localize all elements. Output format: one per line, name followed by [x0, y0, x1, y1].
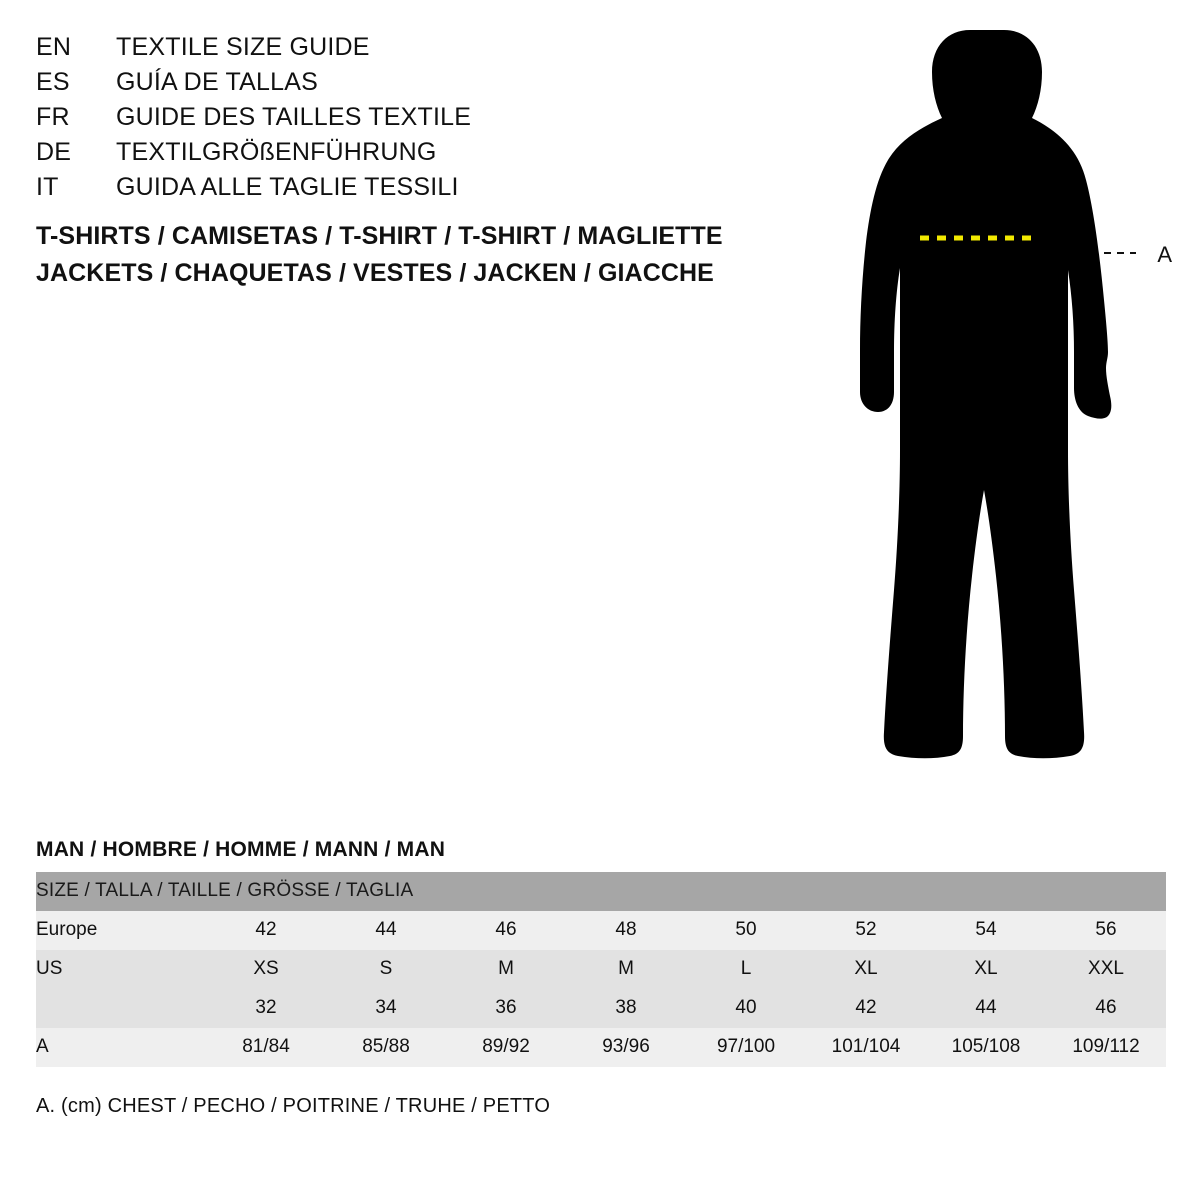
- cell: 81/84: [206, 1028, 326, 1067]
- language-row: [36, 30, 736, 65]
- category-block: [36, 218, 796, 292]
- category-tshirts: T-SHIRTS / CAMISETAS / T-SHIRT / T-SHIRT / MAGLIETTE: [36, 222, 723, 250]
- category-jackets: JACKETS / CHAQUETAS / VESTES / JACKEN / GIACCHE: [36, 259, 714, 287]
- cell: M: [566, 950, 686, 989]
- cell: 32: [206, 989, 326, 1028]
- table-row: [36, 1028, 1166, 1067]
- language-title: TEXTILGRÖßENFÜHRUNG: [116, 138, 437, 166]
- cell: 50: [686, 911, 806, 950]
- cell: 97/100: [686, 1028, 806, 1067]
- language-row: [36, 100, 736, 135]
- size-table: [36, 872, 1166, 1067]
- cell: XL: [926, 950, 1046, 989]
- row-label: US: [36, 950, 206, 989]
- cell: 46: [446, 911, 566, 950]
- cell: 48: [566, 911, 686, 950]
- language-title: TEXTILE SIZE GUIDE: [116, 33, 370, 61]
- cell: XL: [806, 950, 926, 989]
- cell: 44: [326, 911, 446, 950]
- cell: 54: [926, 911, 1046, 950]
- cell: 89/92: [446, 1028, 566, 1067]
- table-header-row: [36, 872, 1166, 911]
- cell: 93/96: [566, 1028, 686, 1067]
- cell: 52: [806, 911, 926, 950]
- language-title-block: [36, 30, 736, 205]
- measure-label-a: A: [1157, 242, 1172, 267]
- language-code: ES: [36, 68, 70, 96]
- table-row: [36, 911, 1166, 950]
- table-row: [36, 989, 1166, 1028]
- language-title: GUIDA ALLE TAGLIE TESSILI: [116, 173, 459, 201]
- cell: S: [326, 950, 446, 989]
- cell: XS: [206, 950, 326, 989]
- cell: XXL: [1046, 950, 1166, 989]
- size-table-section: [36, 838, 1166, 1067]
- cell: 38: [566, 989, 686, 1028]
- table-header-label: SIZE / TALLA / TAILLE / GRÖSSE / TAGLIA: [36, 872, 1166, 911]
- cell: 44: [926, 989, 1046, 1028]
- row-label: Europe: [36, 911, 206, 950]
- language-row: [36, 65, 736, 100]
- table-row: [36, 950, 1166, 989]
- cell: 42: [806, 989, 926, 1028]
- cell: 36: [446, 989, 566, 1028]
- language-code: FR: [36, 103, 70, 131]
- language-title: GUÍA DE TALLAS: [116, 68, 318, 96]
- cell: 105/108: [926, 1028, 1046, 1067]
- row-label: [36, 989, 206, 1028]
- language-title: GUIDE DES TAILLES TEXTILE: [116, 103, 472, 131]
- cell: 109/112: [1046, 1028, 1166, 1067]
- cell: M: [446, 950, 566, 989]
- table-group-title: MAN / HOMBRE / HOMME / MANN / MAN: [36, 838, 446, 861]
- language-row: [36, 135, 736, 170]
- row-label: A: [36, 1028, 206, 1067]
- language-row: [36, 170, 736, 205]
- figure-area: [820, 20, 1180, 790]
- cell: 34: [326, 989, 446, 1028]
- measure-leader-line: [1104, 252, 1136, 254]
- chest-measure-line: [820, 20, 1150, 780]
- cell: 46: [1046, 989, 1166, 1028]
- cell: L: [686, 950, 806, 989]
- footnote: A. (cm) CHEST / PECHO / POITRINE / TRUHE / PETTO: [36, 1095, 551, 1117]
- cell: 56: [1046, 911, 1166, 950]
- language-code: DE: [36, 138, 72, 166]
- cell: 85/88: [326, 1028, 446, 1067]
- cell: 101/104: [806, 1028, 926, 1067]
- language-code: EN: [36, 33, 72, 61]
- cell: 42: [206, 911, 326, 950]
- language-code: IT: [36, 173, 59, 201]
- cell: 40: [686, 989, 806, 1028]
